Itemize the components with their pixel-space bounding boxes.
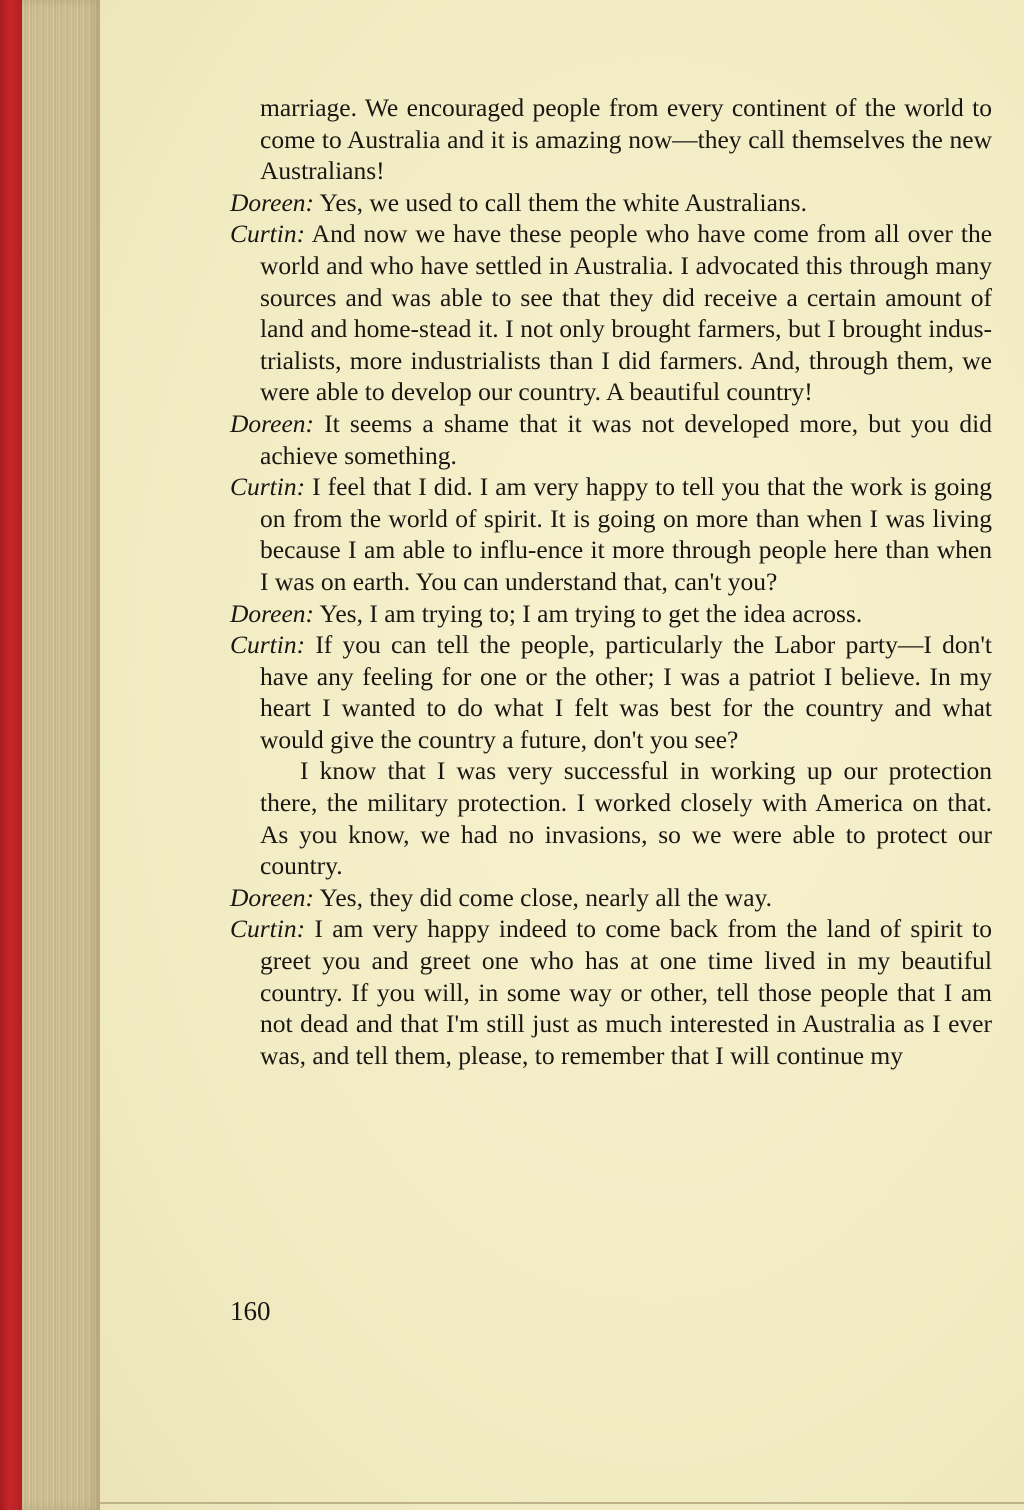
paragraph-text: If you can tell the people, particularly the Labor party—I don't have any feeling for one or the other; I was a patriot I believe. In my heart I wanted to do what I felt was best for the country and what would give the country a future, don't you see? <box>260 630 993 754</box>
paragraph <box>230 408 992 471</box>
paragraph <box>230 218 992 408</box>
speaker-label: Curtin: <box>230 630 306 660</box>
paragraph <box>230 882 992 914</box>
speaker-label: Curtin: <box>230 914 306 944</box>
speaker-label: Curtin: <box>230 219 306 249</box>
page-number: 160 <box>230 1296 271 1326</box>
paragraph <box>230 629 992 755</box>
paragraph-text: Yes, I am trying to; I am trying to get the idea across. <box>319 598 863 628</box>
paragraph <box>230 471 992 597</box>
paragraph-text: marriage. We encouraged people from every continent of the world to come to Australia and it is amazing now—they call themselves the new Australians! <box>260 93 992 186</box>
paragraph-text: And now we have these people who have come from all over the world and who have settled in Australia. I advocated this through many sources and was able to see that they did receive a certain amount of land and home-stead it. I not only brought farmers, but I brought indus-trialists, more industrialists than I did farmers. And, through them, we were able to develop our country. A beautiful country! <box>260 219 993 407</box>
speaker-label: Curtin: <box>230 472 306 502</box>
paragraph <box>230 598 992 630</box>
paragraph-text: It seems a shame that it was not developed more, but you did achieve something. <box>260 408 993 470</box>
paragraph-text: I am very happy indeed to come back from the land of spirit to greet you and greet one who has at one time lived in my beautiful country. If you will, in some way or other, tell those people that I am not dead and that I'm still just as much interested in Australia as I ever was, and tell them, please, to remember that I will continue my <box>260 914 992 1070</box>
speaker-label: Doreen: <box>230 882 315 912</box>
page-body-text <box>230 92 992 1071</box>
paragraph <box>230 755 992 881</box>
speaker-label: Doreen: <box>230 187 315 217</box>
book-spine-edge <box>0 0 22 1510</box>
paragraph <box>230 187 992 219</box>
paragraph-text: I feel that I did. I am very happy to tell you that the work is going on from the world of spirit. It is going on more than when I was living because I am able to influ-ence it more through people here than when I was on earth. You can understand that, can't you? <box>260 472 993 596</box>
paragraph-text: Yes, they did come close, nearly all the way. <box>319 882 772 912</box>
speaker-label: Doreen: <box>230 408 315 438</box>
paragraph-text: I know that I was very successful in working up our protection there, the military protection. I worked closely with America on that. As you know, we had no invasions, so we were able to protect our country. <box>260 756 992 881</box>
speaker-label: Doreen: <box>230 598 315 628</box>
paragraph <box>230 913 992 1071</box>
page-edges <box>22 0 100 1510</box>
page-bottom-edge <box>100 1502 1024 1504</box>
paragraph-text: Yes, we used to call them the white Australians. <box>319 187 807 217</box>
paragraph <box>230 92 992 187</box>
